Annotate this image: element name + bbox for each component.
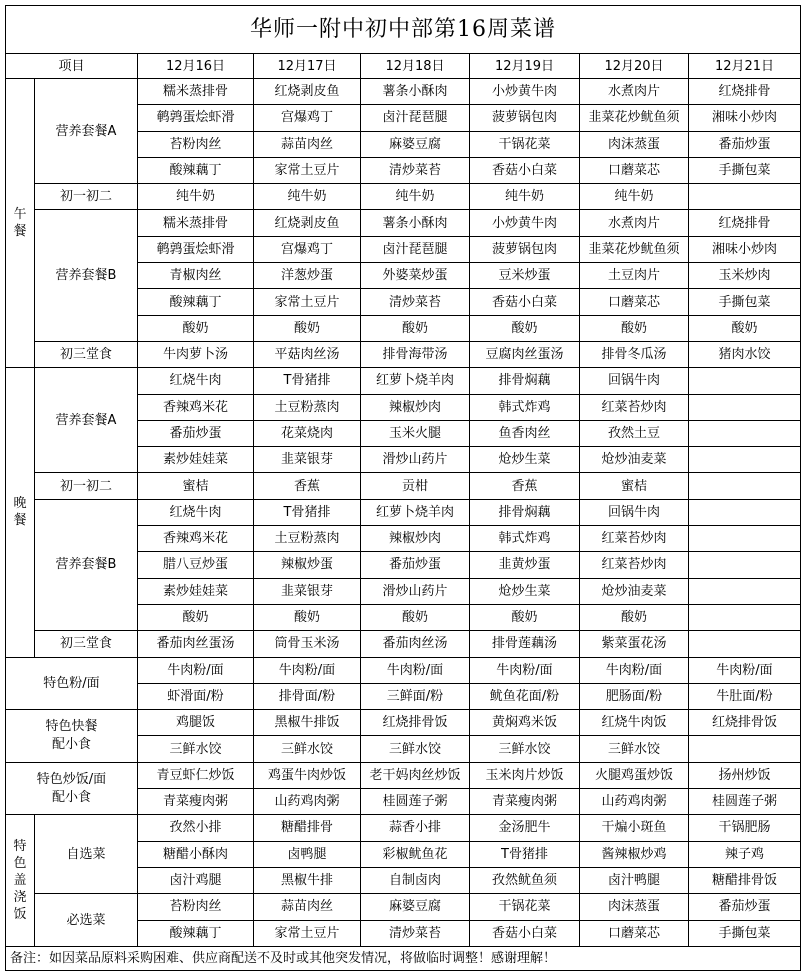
- dish-cell: 薯条小酥肉: [361, 210, 470, 236]
- header-date: 12月17日: [254, 54, 361, 79]
- dish-cell: 清炒菜苔: [361, 289, 470, 315]
- dish-cell: 酸奶: [254, 604, 361, 630]
- dish-cell: 红菜苔炒肉: [580, 526, 689, 552]
- header-date: 12月18日: [361, 54, 470, 79]
- table-row: [6, 79, 801, 105]
- dish-cell: 孜然土豆: [580, 420, 689, 446]
- dish-cell: 外婆菜炒蛋: [361, 263, 470, 289]
- dish-cell: [689, 736, 801, 762]
- dish-cell: 番茄肉丝汤: [361, 631, 470, 657]
- dish-cell: 香蕉: [254, 473, 361, 499]
- dish-cell: 红烧排骨饭: [689, 710, 801, 736]
- dish-cell: [689, 499, 801, 525]
- dish-cell: 酸辣藕丁: [138, 920, 254, 946]
- dish-cell: 辣椒炒蛋: [254, 552, 361, 578]
- dish-cell: 番茄炒蛋: [138, 420, 254, 446]
- dish-cell: 三鲜水饺: [580, 736, 689, 762]
- dish-cell: 酸奶: [138, 604, 254, 630]
- dish-cell: 红烧排骨饭: [361, 710, 470, 736]
- dish-cell: 火腿鸡蛋炒饭: [580, 762, 689, 788]
- dish-cell: 辣子鸡: [689, 841, 801, 867]
- group-label: 初三堂食: [35, 341, 138, 367]
- dish-cell: 湘味小炒肉: [689, 236, 801, 262]
- dish-cell: 卤汁琵琶腿: [361, 236, 470, 262]
- dish-cell: 牛肉粉/面: [254, 657, 361, 683]
- dish-cell: [689, 447, 801, 473]
- header-item: 项目: [6, 54, 138, 79]
- dish-cell: 香菇小白菜: [470, 289, 580, 315]
- dish-cell: 黄焖鸡米饭: [470, 710, 580, 736]
- dish-cell: 家常土豆片: [254, 289, 361, 315]
- dish-cell: 炝炒油麦菜: [580, 578, 689, 604]
- dish-cell: 青菜瘦肉粥: [138, 789, 254, 815]
- dish-cell: [689, 552, 801, 578]
- dish-cell: 回锅牛肉: [580, 368, 689, 394]
- dish-cell: 酸辣藕丁: [138, 289, 254, 315]
- dish-cell: 红烧排骨: [689, 79, 801, 105]
- dish-cell: 酸奶: [138, 315, 254, 341]
- dish-cell: 滑炒山药片: [361, 447, 470, 473]
- dish-cell: 素炒娃娃菜: [138, 447, 254, 473]
- dish-cell: 糖醋排骨: [254, 815, 361, 841]
- dish-cell: 糖醋排骨饭: [689, 867, 801, 893]
- dish-cell: [689, 604, 801, 630]
- gaijiao-label: [6, 815, 35, 946]
- menu-sheet: [5, 5, 800, 971]
- dish-cell: 紫菜蛋花汤: [580, 631, 689, 657]
- special-label: 特色炒饭/面 配小食: [6, 762, 138, 815]
- dish-cell: 腊八豆炒蛋: [138, 552, 254, 578]
- dish-cell: 香辣鸡米花: [138, 394, 254, 420]
- table-row: [6, 341, 801, 367]
- dish-cell: 酸辣藕丁: [138, 157, 254, 183]
- dish-cell: 水煮肉片: [580, 79, 689, 105]
- dish-cell: 排骨焖藕: [470, 499, 580, 525]
- dish-cell: 菠萝锅包肉: [470, 236, 580, 262]
- dish-cell: 宫爆鸡丁: [254, 236, 361, 262]
- table-row: [6, 710, 801, 736]
- dish-cell: 酱辣椒炒鸡: [580, 841, 689, 867]
- table-row: [6, 815, 801, 841]
- table-row: [6, 368, 801, 394]
- dish-cell: 香辣鸡米花: [138, 526, 254, 552]
- dish-cell: 炝炒生菜: [470, 578, 580, 604]
- dish-cell: 鱼香肉丝: [470, 420, 580, 446]
- dish-cell: 干煸小斑鱼: [580, 815, 689, 841]
- menu-table: [5, 5, 801, 971]
- dish-cell: 小炒黄牛肉: [470, 79, 580, 105]
- dish-cell: 鸡蛋牛肉炒饭: [254, 762, 361, 788]
- dish-cell: 青豆虾仁炒饭: [138, 762, 254, 788]
- dish-cell: 蜜桔: [138, 473, 254, 499]
- dish-cell: 青菜瘦肉粥: [470, 789, 580, 815]
- dish-cell: 家常土豆片: [254, 157, 361, 183]
- dish-cell: 玉米肉片炒饭: [470, 762, 580, 788]
- dish-cell: 三鲜水饺: [254, 736, 361, 762]
- dish-cell: 蒜香小排: [361, 815, 470, 841]
- dish-cell: 滑炒山药片: [361, 578, 470, 604]
- dish-cell: 菠萝锅包肉: [470, 105, 580, 131]
- dish-cell: 黑椒牛排: [254, 867, 361, 893]
- title-row: [6, 6, 801, 54]
- dish-cell: 干锅花菜: [470, 894, 580, 920]
- dish-cell: 香蕉: [470, 473, 580, 499]
- dish-cell: 黑椒牛排饭: [254, 710, 361, 736]
- dish-cell: 红萝卜烧羊肉: [361, 368, 470, 394]
- dish-cell: 三鲜水饺: [361, 736, 470, 762]
- table-row: [6, 762, 801, 788]
- dish-cell: 牛肉萝卜汤: [138, 341, 254, 367]
- dish-cell: 牛肉粉/面: [138, 657, 254, 683]
- dish-cell: 苔粉肉丝: [138, 131, 254, 157]
- dish-cell: 孜然鱿鱼须: [470, 867, 580, 893]
- dish-cell: [689, 473, 801, 499]
- dish-cell: 韩式炸鸡: [470, 526, 580, 552]
- gaijiao-label-text: 特色盖浇饭: [13, 839, 27, 923]
- dish-cell: 素炒娃娃菜: [138, 578, 254, 604]
- dish-cell: 肥肠面/粉: [580, 683, 689, 709]
- table-row: [6, 210, 801, 236]
- dish-cell: 红烧牛肉: [138, 499, 254, 525]
- dinner-label-text: 晚餐: [13, 496, 27, 529]
- dish-cell: 花菜烧肉: [254, 420, 361, 446]
- dish-cell: 牛肉粉/面: [361, 657, 470, 683]
- dish-cell: 山药鸡肉粥: [254, 789, 361, 815]
- dish-cell: 香菇小白菜: [470, 920, 580, 946]
- dish-cell: 孜然小排: [138, 815, 254, 841]
- dish-cell: 韭黄炒蛋: [470, 552, 580, 578]
- dish-cell: 口蘑菜芯: [580, 157, 689, 183]
- dish-cell: 番茄炒蛋: [361, 552, 470, 578]
- dish-cell: 番茄炒蛋: [689, 894, 801, 920]
- dish-cell: 酸奶: [361, 315, 470, 341]
- dish-cell: [689, 526, 801, 552]
- dish-cell: 炝炒生菜: [470, 447, 580, 473]
- dish-cell: 苔粉肉丝: [138, 894, 254, 920]
- dish-cell: 土豆肉片: [580, 263, 689, 289]
- dish-cell: 麻婆豆腐: [361, 894, 470, 920]
- dish-cell: 小炒黄牛肉: [470, 210, 580, 236]
- dish-cell: 土豆粉蒸肉: [254, 526, 361, 552]
- table-row: [6, 473, 801, 499]
- dish-cell: 红烧剥皮鱼: [254, 79, 361, 105]
- dish-cell: 红菜苔炒肉: [580, 552, 689, 578]
- table-row: [6, 894, 801, 920]
- dish-cell: 三鲜水饺: [138, 736, 254, 762]
- dish-cell: 酸奶: [580, 315, 689, 341]
- dish-cell: 卤汁琵琶腿: [361, 105, 470, 131]
- dish-cell: 糯米蒸排骨: [138, 79, 254, 105]
- dish-cell: 口蘑菜芯: [580, 920, 689, 946]
- dish-cell: 香菇小白菜: [470, 157, 580, 183]
- dish-cell: 宫爆鸡丁: [254, 105, 361, 131]
- dish-cell: 鹌鹑蛋烩虾滑: [138, 105, 254, 131]
- dish-cell: 排骨莲藕汤: [470, 631, 580, 657]
- dish-cell: 韭菜花炒鱿鱼须: [580, 105, 689, 131]
- page-title: 华师一附中初中部第16周菜谱: [6, 6, 801, 54]
- dish-cell: 老干妈肉丝炒饭: [361, 762, 470, 788]
- dish-cell: 洋葱炒蛋: [254, 263, 361, 289]
- dish-cell: 番茄肉丝蛋汤: [138, 631, 254, 657]
- dish-cell: 辣椒炒肉: [361, 394, 470, 420]
- dish-cell: 清炒菜苔: [361, 920, 470, 946]
- dish-cell: [689, 368, 801, 394]
- dish-cell: 手撕包菜: [689, 289, 801, 315]
- dish-cell: 湘味小炒肉: [689, 105, 801, 131]
- dish-cell: 水煮肉片: [580, 210, 689, 236]
- dish-cell: 糖醋小酥肉: [138, 841, 254, 867]
- group-label: 自选菜: [35, 815, 138, 894]
- dish-cell: 桂圆莲子粥: [361, 789, 470, 815]
- dish-cell: [689, 631, 801, 657]
- dish-cell: 蒜苗肉丝: [254, 131, 361, 157]
- header-date: 12月16日: [138, 54, 254, 79]
- dish-cell: 彩椒鱿鱼花: [361, 841, 470, 867]
- dish-cell: T骨猪排: [470, 841, 580, 867]
- dish-cell: 纯牛奶: [580, 184, 689, 210]
- table-row: [6, 499, 801, 525]
- dish-cell: 鱿鱼花面/粉: [470, 683, 580, 709]
- dish-cell: 卤汁鸭腿: [580, 867, 689, 893]
- dish-cell: 辣椒炒肉: [361, 526, 470, 552]
- dish-cell: 炝炒油麦菜: [580, 447, 689, 473]
- table-row: [6, 657, 801, 683]
- header-row: [6, 54, 801, 79]
- dish-cell: 卤鸭腿: [254, 841, 361, 867]
- dish-cell: 自制卤肉: [361, 867, 470, 893]
- dish-cell: T骨猪排: [254, 368, 361, 394]
- group-label: 必选菜: [35, 894, 138, 947]
- dish-cell: 鸡腿饭: [138, 710, 254, 736]
- dish-cell: 薯条小酥肉: [361, 79, 470, 105]
- dish-cell: 纯牛奶: [470, 184, 580, 210]
- group-label: 初一初二: [35, 184, 138, 210]
- dish-cell: 纯牛奶: [254, 184, 361, 210]
- table-row: [6, 631, 801, 657]
- dish-cell: 青椒肉丝: [138, 263, 254, 289]
- dish-cell: 干锅肥肠: [689, 815, 801, 841]
- dish-cell: 手撕包菜: [689, 157, 801, 183]
- dish-cell: 干锅花菜: [470, 131, 580, 157]
- header-date: 12月20日: [580, 54, 689, 79]
- dish-cell: [689, 578, 801, 604]
- dish-cell: 番茄炒蛋: [689, 131, 801, 157]
- dish-cell: 回锅牛肉: [580, 499, 689, 525]
- dish-cell: 扬州炒饭: [689, 762, 801, 788]
- special-label: 特色快餐 配小食: [6, 710, 138, 763]
- dish-cell: 糯米蒸排骨: [138, 210, 254, 236]
- dish-cell: 麻婆豆腐: [361, 131, 470, 157]
- dish-cell: 韭菜银芽: [254, 447, 361, 473]
- dish-cell: [689, 394, 801, 420]
- dish-cell: 红烧牛肉: [138, 368, 254, 394]
- dish-cell: 红烧排骨: [689, 210, 801, 236]
- dish-cell: 牛肉粉/面: [470, 657, 580, 683]
- dish-cell: T骨猪排: [254, 499, 361, 525]
- dish-cell: 土豆粉蒸肉: [254, 394, 361, 420]
- dish-cell: 酸奶: [580, 604, 689, 630]
- dish-cell: 桂圆莲子粥: [689, 789, 801, 815]
- dish-cell: 平菇肉丝汤: [254, 341, 361, 367]
- dish-cell: 蜜桔: [580, 473, 689, 499]
- dish-cell: 豆米炒蛋: [470, 263, 580, 289]
- dish-cell: 肉沫蒸蛋: [580, 131, 689, 157]
- dish-cell: 牛肉粉/面: [580, 657, 689, 683]
- group-label: 营养套餐A: [35, 79, 138, 184]
- group-label: 营养套餐B: [35, 210, 138, 341]
- dish-cell: 牛肚面/粉: [689, 683, 801, 709]
- dish-cell: 韭菜花炒鱿鱼须: [580, 236, 689, 262]
- dish-cell: 酸奶: [689, 315, 801, 341]
- dish-cell: 红萝卜烧羊肉: [361, 499, 470, 525]
- special-label: 特色粉/面: [6, 657, 138, 710]
- dish-cell: 肉沫蒸蛋: [580, 894, 689, 920]
- dish-cell: 猪肉水饺: [689, 341, 801, 367]
- dinner-label: [6, 368, 35, 657]
- dish-cell: 手撕包菜: [689, 920, 801, 946]
- dish-cell: 贡柑: [361, 473, 470, 499]
- dish-cell: 筒骨玉米汤: [254, 631, 361, 657]
- dish-cell: [689, 184, 801, 210]
- dish-cell: 三鲜面/粉: [361, 683, 470, 709]
- dish-cell: 酸奶: [470, 604, 580, 630]
- dish-cell: 口蘑菜芯: [580, 289, 689, 315]
- group-label: 初一初二: [35, 473, 138, 499]
- dish-cell: 酸奶: [254, 315, 361, 341]
- table-row: [6, 184, 801, 210]
- dish-cell: 排骨焖藕: [470, 368, 580, 394]
- note-row: [6, 946, 801, 970]
- dish-cell: 金汤肥牛: [470, 815, 580, 841]
- header-date: 12月21日: [689, 54, 801, 79]
- dish-cell: 清炒菜苔: [361, 157, 470, 183]
- dish-cell: 玉米火腿: [361, 420, 470, 446]
- dish-cell: 蒜苗肉丝: [254, 894, 361, 920]
- dish-cell: 酸奶: [361, 604, 470, 630]
- dish-cell: [689, 420, 801, 446]
- dish-cell: 排骨海带汤: [361, 341, 470, 367]
- dish-cell: 鹌鹑蛋烩虾滑: [138, 236, 254, 262]
- dish-cell: 豆腐肉丝蛋汤: [470, 341, 580, 367]
- group-label: 初三堂食: [35, 631, 138, 657]
- dish-cell: 红菜苔炒肉: [580, 394, 689, 420]
- dish-cell: 排骨面/粉: [254, 683, 361, 709]
- dish-cell: 家常土豆片: [254, 920, 361, 946]
- dish-cell: 三鲜水饺: [470, 736, 580, 762]
- dish-cell: 山药鸡肉粥: [580, 789, 689, 815]
- dish-cell: 纯牛奶: [138, 184, 254, 210]
- group-label: 营养套餐A: [35, 368, 138, 473]
- footnote: 备注：如因菜品原料采购困难、供应商配送不及时或其他突发情况，将做临时调整！感谢理解！: [6, 946, 801, 970]
- dish-cell: 酸奶: [470, 315, 580, 341]
- dish-cell: 韩式炸鸡: [470, 394, 580, 420]
- dish-cell: 虾滑面/粉: [138, 683, 254, 709]
- dish-cell: 玉米炒肉: [689, 263, 801, 289]
- header-date: 12月19日: [470, 54, 580, 79]
- lunch-label-text: 午餐: [13, 207, 27, 240]
- dish-cell: 纯牛奶: [361, 184, 470, 210]
- dish-cell: 排骨冬瓜汤: [580, 341, 689, 367]
- dish-cell: 卤汁鸡腿: [138, 867, 254, 893]
- dish-cell: 红烧牛肉饭: [580, 710, 689, 736]
- group-label: 营养套餐B: [35, 499, 138, 630]
- dish-cell: 韭菜银芽: [254, 578, 361, 604]
- lunch-label: [6, 79, 35, 368]
- dish-cell: 牛肉粉/面: [689, 657, 801, 683]
- dish-cell: 红烧剥皮鱼: [254, 210, 361, 236]
